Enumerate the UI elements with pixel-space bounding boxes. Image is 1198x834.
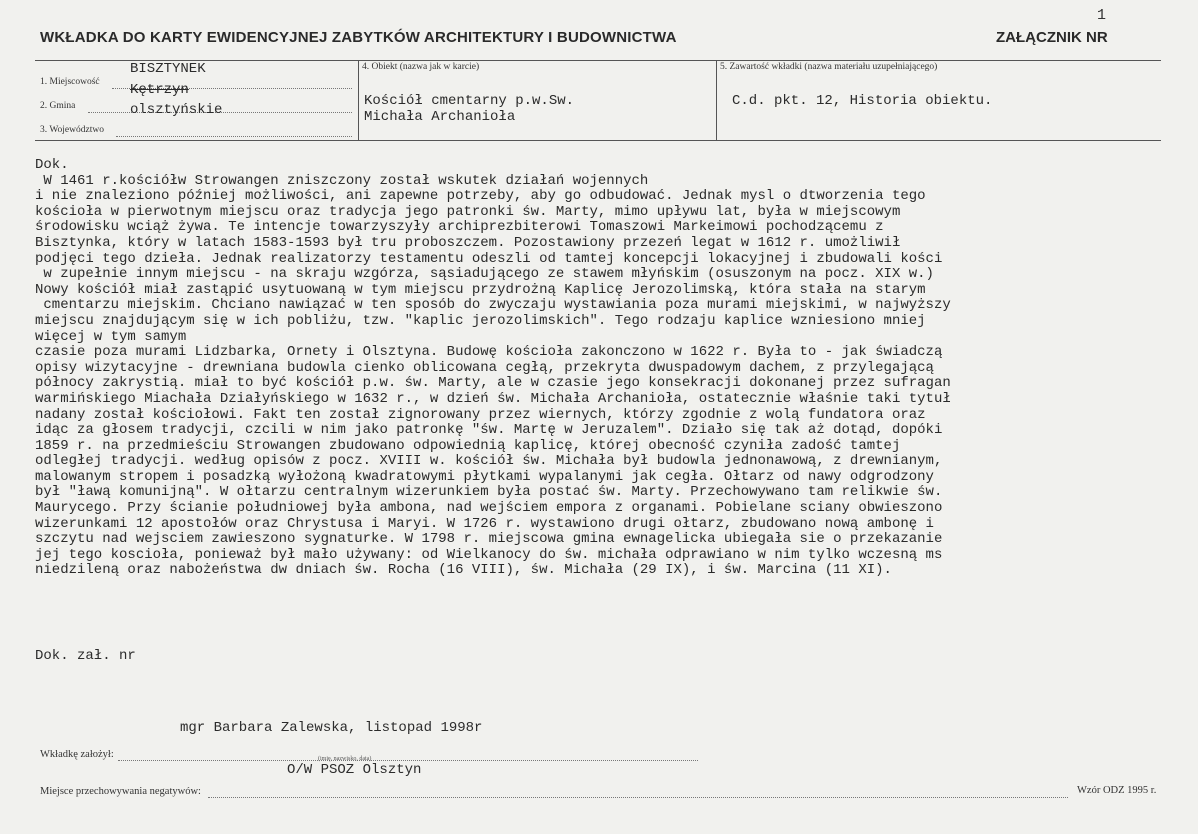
zawartosc-value: C.d. pkt. 12, Historia obiektu. [732, 93, 993, 109]
wkladke-label: Wkładkę założył: [40, 749, 114, 760]
form-title: WKŁADKA DO KARTY EWIDENCYJNEJ ZABYTKÓW ARCHITEKTURY I BUDOWNICTWA [40, 29, 677, 46]
text-line: środowisku wciąż żywa. Te intencje towarzyszyły archiprezbiterowi Tomaszowi Markeimowi pochodzącemu z [35, 220, 884, 236]
negatives-dots [208, 797, 1068, 798]
author-signature: mgr Barbara Zalewska, listopad 1998r [180, 720, 483, 736]
text-line: idąc za głosem tradycji, czcili w nim jako patronkę "św. Martę w Jeruzalem". Działo się tak aż dotąd, dopóki [35, 423, 943, 439]
text-line: Maurycego. Przy ścianie południowej była ambona, nad wejściem empora z organami. Pobielane sciany obwieszono [35, 501, 943, 517]
text-line: Dok. [35, 158, 69, 173]
zawartosc-label: 5. Zawartość wkładki (nazwa materiału uzupełniającego) [720, 62, 938, 72]
text-line: cmentarzu miejskim. Chciano nawiązać w ten sposób do zwyczaju wystawiania poza murami miejskimi, w najwyższy [35, 298, 951, 314]
text-line: podjęci tego dzieła. Jednak realizatorzy testamentu odeszli od tamtej koncepcji lokacyjnej i zbudowali kości [35, 251, 943, 267]
text-line: Bisztynka, który w latach 1583-1593 był tru proboszczem. Pozostawiony przezeń legat w 1612 r. umożliwił [35, 235, 901, 251]
gmina-value: olsztyńskie [130, 102, 223, 118]
header-divider-1 [358, 60, 359, 140]
text-line: i nie znaleziono później możliwości, ani zapewne potrzeby, aby go odbudować. Jednak mysl o dtworzenia tego [35, 189, 926, 205]
wkladke-dots [118, 760, 698, 761]
text-line: Nowy kościół miał zastąpić usytuowaną w tym miejscu przydrożną Kaplicę Jerozolimską, która stała na starym [35, 282, 926, 298]
negatives-location-label: Miejsce przechowywania negatywów: [40, 786, 201, 797]
text-line: północy zakrystią. miał to być kościół p.w. św. Marty, ale w czasie jego konsekracji dokonanej przez sufragan [35, 376, 951, 392]
obiekt-value-line2: Michała Archanioła [364, 109, 516, 125]
miejscowosc-value: BISZTYNEK [130, 61, 206, 77]
header-bottom-rule [35, 140, 1161, 141]
text-line: opisy wizytacyjne - drewniana budowla cienko oblicowana cegłą, przekryta dwuspadowym dachem, z przylegającą [35, 360, 934, 376]
text-line: w zupełnie innym miejscu - na skraju wzgórza, sąsiadującego ze stawem młyńskim (osuszonym na pocz. XIX w.) [35, 267, 934, 283]
name-date-caption: (imię, nazwisko, data) [318, 756, 372, 762]
history-text [35, 158, 1160, 579]
obiekt-label: 4. Obiekt (nazwa jak w karcie) [362, 62, 480, 72]
text-line: odległej tradycji. według opisów z pocz. XVIII w. kościół św. Michała był budowla jednonawową, z drewnianym, [35, 454, 943, 470]
header-divider-2 [716, 60, 717, 140]
gmina-label: 2. Gmina [40, 101, 76, 111]
annex-number: 1 [1097, 7, 1107, 24]
wojewodztwo-dots [116, 136, 352, 137]
text-line: W 1461 r.kościółw Strowangen zniszczony został wskutek działań wojennych [35, 173, 649, 189]
office-stamp: O/W PSOZ Olsztyn [287, 762, 422, 778]
text-line: czasie poza murami Lidzbarka, Ornety i Olsztyna. Budowę kościoła zakonczono w 1622 r. Była to - jak świadczą [35, 345, 943, 361]
text-line: jej tego koscioła, ponieważ był mało używany: od Wielkanocy do św. michała odprawiano w nim tylko wczesną ms [35, 547, 943, 563]
text-line: nadany został kościołowi. Fakt ten został zignorowany przez wiernych, którzy zgodnie z wolą fundatora oraz [35, 407, 926, 423]
text-line: wizerunkami 12 apostołów oraz Chrystusa i Maryi. W 1726 r. wystawiono drugi ołtarz, zbudowano nową ambonę i [35, 516, 934, 532]
text-line: 1859 r. na przedmieściu Strowangen zbudowano odpowiednią kaplicę, której obecność czyniła zadość tamtej [35, 438, 901, 454]
text-line: szczytu nad wejsciem zawieszono sygnaturke. W 1798 r. miejscowa gmina ewnagelicka ubiegała sie o przekazanie [35, 532, 943, 548]
text-line: był "ławą komunijną". W ołtarzu centralnym wizerunkiem była postać św. Marty. Przechowywano tam relikwie św. [35, 485, 943, 501]
miejscowosc-label: 1. Miejscowość [40, 77, 100, 87]
form-code: Wzór ODZ 1995 r. [1077, 785, 1157, 796]
text-line: niedzileną oraz nabożeństwa dw dniach św. Rocha (16 VIII), św. Michała (29 IX), i św. Marcina (11 XI). [35, 563, 892, 579]
text-line: malowanym stropem i posadzką wyłożoną kwadratowymi płytkami wypalanymi jak cegła. Ołtarz od nawy odgrodzony [35, 469, 934, 485]
gmina-value-struck: Kętrzyn [130, 82, 189, 98]
text-line: kościoła w pierwotnym miejscu oraz tradycja jego patronki św. Marty, mimo upływu lat, była w miejscowym [35, 204, 901, 220]
text-line: warmińskiego Miachała Działyńskiego w 1632 r., w dzień św. Michała Archanioła, ostatecznie właśnie taki tytuł [35, 391, 951, 407]
text-line: miejscu znajdującym się w ich pobliżu, tzw. "kaplic jerozolimskich". Tego rodzaju kaplice wzniesiono mniej [35, 313, 926, 329]
wojewodztwo-label: 3. Województwo [40, 125, 104, 135]
text-line: więcej w tym samym [35, 329, 187, 345]
attachment-ref: Dok. zał. nr [35, 648, 136, 664]
annex-label: ZAŁĄCZNIK NR [996, 29, 1108, 46]
obiekt-value-line1: Kościół cmentarny p.w.Sw. [364, 93, 575, 109]
